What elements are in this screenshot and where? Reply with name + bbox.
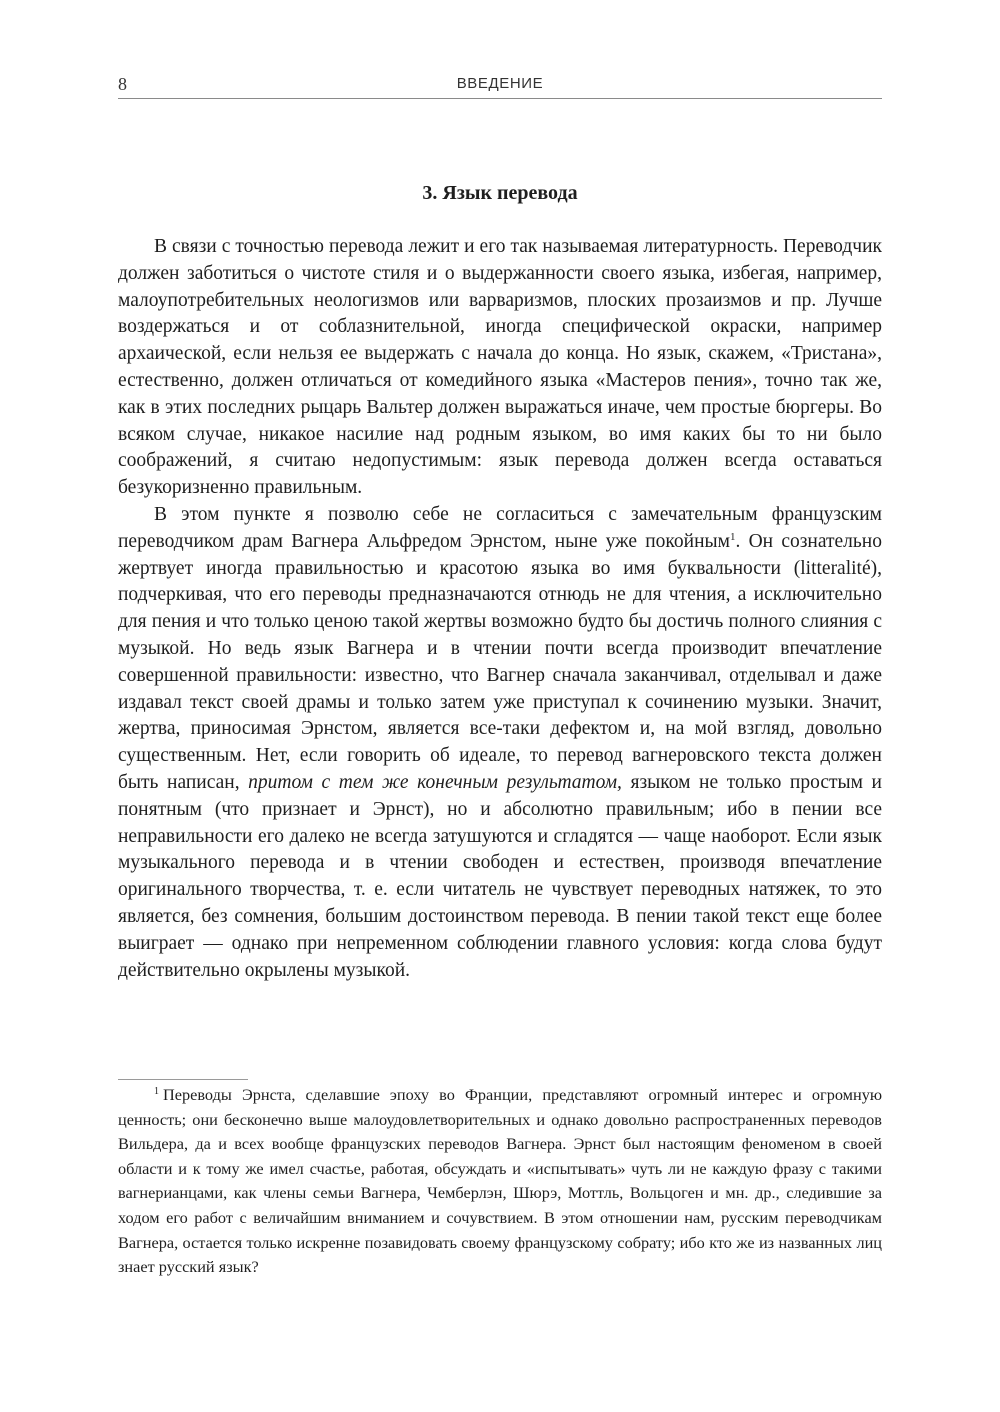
section-title: 3. Язык перевода xyxy=(422,182,578,204)
paragraph-2-text-start: В этом пункте я позволю себе не согласиться с замечательным французским переводчиком драм Вагнера Альфредом Эрнстом, ныне уже покойным xyxy=(118,503,882,552)
footnote-text: Переводы Эрнста, сделавшие эпоху во Франции, представляют огромный интерес и огромную ценность; они бесконечно выше малоудовлетворительных и однако довольно распространенных переводов Вильдера, да и всех вообще французских переводов Вагнера. Эрнст был настоящим феноменом в своей области и к тому же имел счастье, работая, обсуждать и «испытывать» чуть ли не каждую фразу с такими вагнерианцами, как члены семьи Вагнера, Чемберлэн, Шюрэ, Моттль, Вольцоген и мн. др., следившие за ходом его работ с величайшим вниманием и сочувствием. В этом отношении нам, русским переводчикам Вагнера, остается только искренне позавидовать своему французскому собрату; ибо кто же из названных лиц знает русский язык? xyxy=(118,1085,882,1277)
footnote xyxy=(118,1083,882,1280)
page-number: 8 xyxy=(118,74,127,94)
paragraph-2 xyxy=(118,502,882,984)
paragraph-2-text-end: языком не только простым и понятным (что признает и Эрнст), но и абсолютно правильным; ибо в пении все неправильности его далеко не всегда затушуются и сгладятся — чаще наоборот. Если язык музыкального перевода и в чтении свободен и естествен, производя впечатление оригинального творчества, т. е. если читатель не чувствует переводных натяжек, то это является, без сомнения, большим достоинством перевода. В пении такой текст еще более выиграет — однако при непременном соблюдении главного условия: когда слова будут действительно окрылены музыкой. xyxy=(118,771,882,981)
paragraph-2-italic-phrase: притом с тем же конечным результатом, xyxy=(248,771,622,793)
page-header xyxy=(118,70,882,99)
paragraph-2-text-middle: . Он сознательно жертвует иногда правильностью и красотою языка во имя буквальности (litteralité), подчеркивая, что его переводы предназначаются отнюдь не для чтения, а исключительно для пения и что только ценою такой жертвы возможно будто бы достичь полного слияния с музыкой. Но ведь язык Вагнера и в чтении почти всегда производит впечатление совершенной правильности: известно, что Вагнер сначала заканчивал, отделывал и даже издавал текст своей драмы и только затем уже приступал к сочинению музыки. Значит, жертва, приносимая Эрнстом, является все-таки дефектом и, на мой взгляд, довольно существенным. Нет, если говорить об идеале, то перевод вагнеровского текста должен быть написан, xyxy=(118,530,882,793)
running-head: ВВЕДЕНИЕ xyxy=(456,75,544,92)
footnote-reference[interactable]: 1 xyxy=(729,530,736,543)
body-text xyxy=(118,234,882,984)
footnote-divider xyxy=(118,1079,248,1080)
footnote-mark: 1 xyxy=(154,1086,159,1097)
paragraph-1: В связи с точностью перевода лежит и его так называемая литературность. Переводчик должен заботиться о чистоте стиля и о выдержанности своего языка, избегая, например, малоупотребительных неологизмов или варваризмов, плоских прозаизмов и пр. Лучше воздержаться и от соблазнительной, иногда специфической окраски, например архаической, если нельзя ее выдержать с начала до конца. Но язык, скажем, «Тристана», естественно, должен отличаться от комедийного языка «Мастеров пения», точно так же, как в этих последних рыцарь Вальтер должен выражаться иначе, чем простые бюргеры. Во всяком случае, никакое насилие над родным языком, во имя каких бы то ни было соображений, я считаю недопустимым: язык перевода должен всегда оставаться безукоризненно правильным. xyxy=(118,236,882,499)
